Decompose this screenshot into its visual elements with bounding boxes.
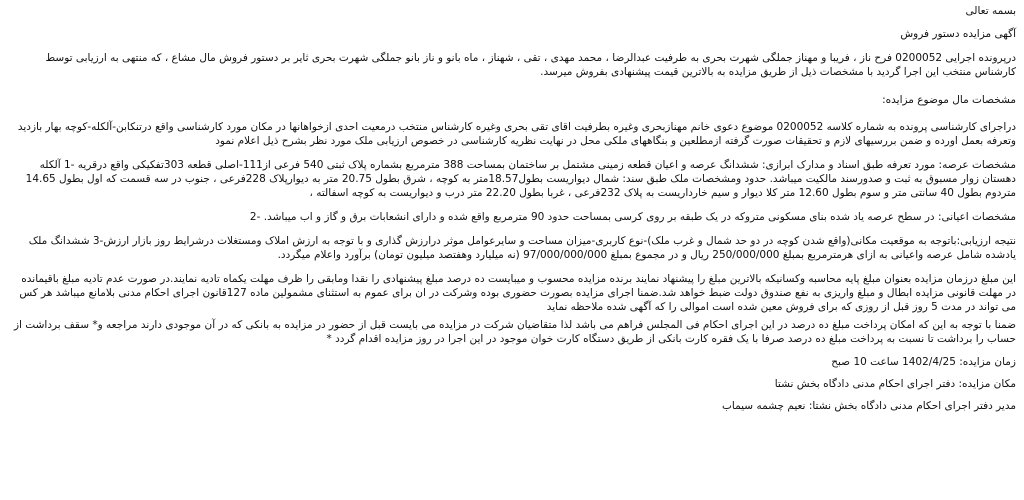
subject-heading: مشخصات مال موضوع مزایده: (882, 94, 1016, 106)
signature-line: مدیر دفتر اجرای احکام مدنی دادگاه بخش نشتا: نعیم چشمه سیماب (721, 400, 1016, 412)
valuation-paragraph: نتیجه ارزیابی:باتوجه به موقعیت مکانی(واقع شدن کوچه در دو حد شمال و غرب ملک)-نوع کاربری-میزان مساحت و سایرعوامل موثر درارزش گذاری و با توجه به ارزش املاک ومستغلات درشرایط روز بازار ارزش-3 ششدانگ ملک یادشده شامل عرصه واعیانی به ازای هرمترمربع بمبلغ 250/000/000 ریال و در مجموع بمبلغ 97/000/000/000 (نه میلیارد وهفتصد میلیون تومان) برآورد واعلام میگردد. (28, 235, 1016, 261)
building-specs-paragraph: مشخصات اعیانی: در سطح عرصه یاد شده بنای مسکونی متروکه در یک طبقه بر روی کرسی بمساحت حدود 90 مترمربع واقع شده و دارای انشعابات برق و گاز و اب میباشد. -2 (249, 211, 1016, 223)
notice-title: آگهی مزایده دستور فروش (900, 28, 1016, 40)
auction-time: زمان مزایده: 1402/4/25 ساعت 10 صبح (831, 356, 1016, 368)
auction-place: مکان مزایده: دفتر اجرای احکام مدنی دادگاه بخش نشتا (774, 378, 1016, 390)
land-specs-paragraph: مشخصات عرصه: مورد تعرفه طبق اسناد و مدارک ابرازی: ششدانگ عرصه و اعیان قطعه زمینی مشتمل بر ساختمان بمساحت 388 مترمربع بشماره پلاک ثبتی 540 فرعی از111-اصلی قطعه 303تفکیکی واقع درقریه -1 آلکله دهستان زوار مسبوق به ثبت و صدورسند مالکیت میباشد. حدود ومشخصات ملک طبق سند: شمال دیواریست بطول18.57متر به کوچه ، شرق بطول 20.75 متر به دیوارپلاک 228فرعی ، جنوب در سه قسمت که اول بطول 14.65 متردوم بطول 40 سانتی متر و سوم بطول 12.60 متر کلا دیوار و سیم خارداریست به پلاک 232فرعی ، غربا بطول 22.20 متر درب و دیواریست به کوچه اسفالته ، (25, 159, 1016, 199)
expert-opinion-paragraph: دراجرای کارشناسی پرونده به شماره کلاسه 0200052 موضوع دعوی خانم مهنازبحری وغیره بطرفیت اقای تقی بحری وغیره کارشناس منتخب درمعیت احدی ازخواهانها در مکان مورد کارشناسی واقع درتنکابن-آلکله-کوچه بهار بازدید وتعرفه بعمل اورده و ضمن بررسیهای لازم و تحقیقات صورت گرفته ازمطلعین و بنگاههای ملکی محل در نهایت نظریه کارشناسی در خصوص ارزیابی ملک مورد نظر بشرح ذیل اعلام نمود (17, 121, 1016, 147)
deposit-terms-paragraph: این مبلغ درزمان مزایده بعنوان مبلغ پایه محاسبه وکسانیکه بالاترین مبلغ را پیشنهاد نمایند برنده مزایده محسوب و میبایست ده درصد مبلغ پیشنهادی را نقدا ومابقی را ظرف مهلت یکماه تادیه نمایند.در صورت عدم تادیه مبلغ باقیمانده در مهلت قانونی مزایده ابطال و مبلغ واریزی به نفع صندوق دولت ضبط خواهد شد.ضمنا اجرای مزایده بصورت حضوری بوده وشرکت در ان برای عموم به استثنای مشمولین ماده 127قانون اجرای احکام مدنی بلامانع میباشد هر کس می تواند در مدت 5 روز قبل از روزی که برای فروش معین شده است اموالی را که آگهی شده ملاحظه نماید (19, 273, 1016, 313)
intro-paragraph: درپرونده اجرایی 0200052 فرح ناز ، فریبا و مهناز جملگی شهرت بحری به طرفیت عبدالرضا ، محمد مهدی ، تقی ، شهناز ، ماه بانو و ناز بانو جملگی شهرت بحری ثایر بر دستور فروش مال مشاع ، که منتهی به ارزیابی توسط کارشناس منتخب این اجرا گردید با مشخصات ذیل از طریق مزایده به بالاترین قیمت پیشنهادی بفروش میرسد. (45, 52, 1016, 78)
basmala-heading: بسمه تعالی (965, 5, 1016, 17)
payment-note-paragraph: ضمنا با توجه به این که امکان پرداخت مبلغ ده درصد در این اجرای احکام فی المجلس فراهم می باشد لذا متقاضیان شرکت در مزایده می بایست قبل از حضور در مزایده به بانکی که در آن موجودی دارند مراجعه و* سقف برداشت از حساب را برداشت تا نسبت به پرداخت مبلغ ده درصد صرفا با یک فقره کارت بانکی از طریق دستگاه کارت خوان موجود در این اجرا در روز مزایده اقدام گردد * (13, 319, 1016, 345)
